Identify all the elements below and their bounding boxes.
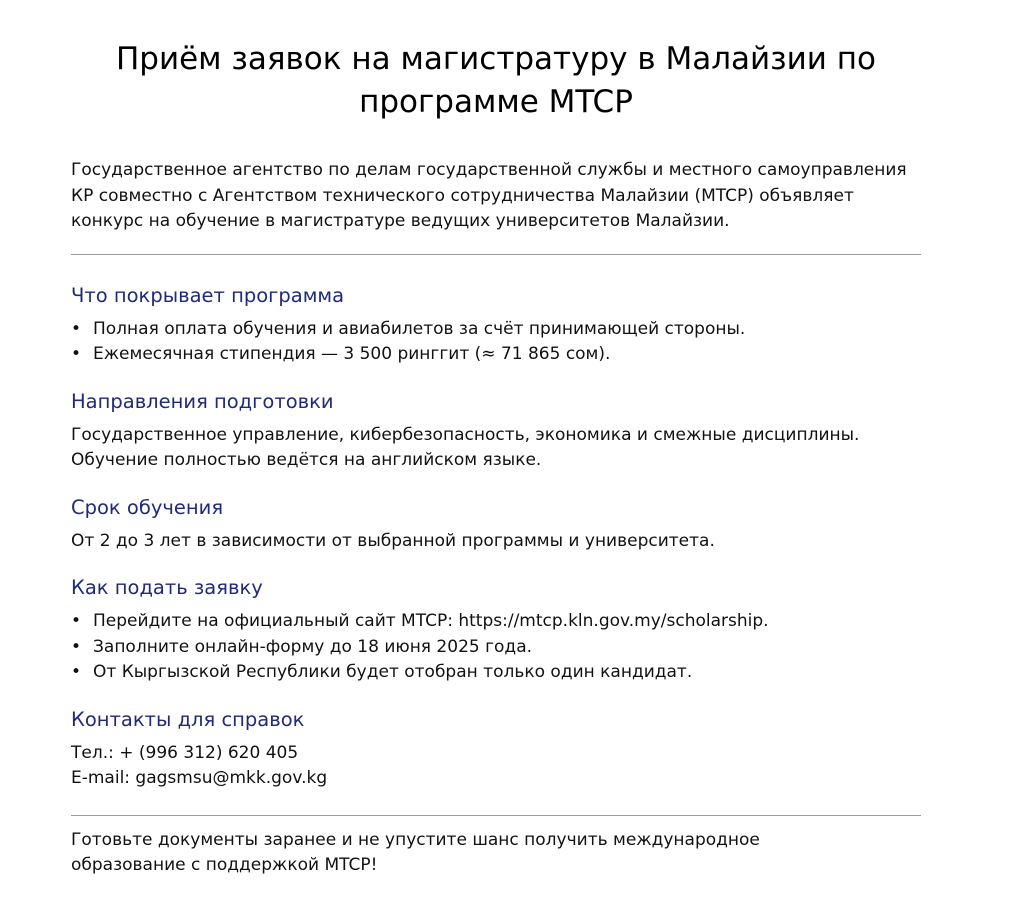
page-title: Приём заявок на магистратуру в Малайзии по программе MTCP: [115, 41, 877, 120]
bullet-icon: •: [71, 611, 82, 631]
apply-list: [71, 609, 921, 686]
section-heading-apply: Как подать заявку: [71, 576, 263, 599]
list-item-text: От Кыргызской Республики будет отобран только один кандидат.: [93, 662, 693, 682]
section-coverage: [71, 283, 921, 368]
bullet-icon: •: [71, 344, 82, 364]
list-item-text: Перейдите на официальный сайт MTCP: https://mtcp.kln.gov.my/scholarship.: [93, 611, 769, 631]
section-contacts: [71, 707, 921, 792]
section-heading-directions: Направления подготовки: [71, 389, 334, 413]
list-item: [71, 660, 921, 686]
section-directions: [71, 389, 921, 474]
list-item: [71, 342, 921, 368]
contacts-block: [71, 741, 921, 792]
list-item-text: Заполните онлайн-форму до 18 июня 2025 года.: [93, 636, 533, 657]
list-item-text: Полная оплата обучения и авиабилетов за счёт принимающей стороны.: [93, 318, 746, 339]
list-item: [71, 609, 921, 635]
list-item: [71, 635, 921, 661]
divider-bottom: [71, 815, 921, 816]
section-duration: [71, 495, 921, 555]
list-item-text: Ежемесячная стипендия — 3 500 ринггит (≈ 71 865 сом).: [93, 344, 611, 364]
intro-paragraph: Государственное агентство по делам государственной службы и местного самоуправления КР совместно с Агентством технического сотрудничества Малайзии (MTCP) объявляет конкурс на обучение в магистратуре ведущих университетов Малайзии.: [71, 160, 907, 231]
directions-text: Государственное управление, кибербезопасность, экономика и смежные дисциплины. Обучение полностью ведётся на английском языке.: [71, 424, 860, 470]
contact-email: E-mail: gagsmsu@mkk.gov.kg: [71, 768, 328, 788]
section-heading-coverage: Что покрывает программа: [71, 283, 345, 307]
bullet-icon: •: [71, 636, 82, 657]
list-item: [71, 317, 921, 343]
section-apply: [71, 575, 921, 686]
closing-paragraph: Готовьте документы заранее и не упустите шанс получить международное образование с поддержкой MTCP!: [71, 829, 760, 875]
contact-phone: Тел.: + (996 312) 620 405: [71, 742, 299, 763]
bullet-icon: •: [71, 662, 82, 682]
divider-top: [71, 254, 921, 255]
bullet-icon: •: [71, 318, 82, 339]
section-heading-duration: Срок обучения: [71, 495, 224, 519]
coverage-list: [71, 317, 921, 368]
section-heading-contacts: Контакты для справок: [71, 707, 305, 731]
duration-text: От 2 до 3 лет в зависимости от выбранной программы и университета.: [71, 530, 715, 551]
